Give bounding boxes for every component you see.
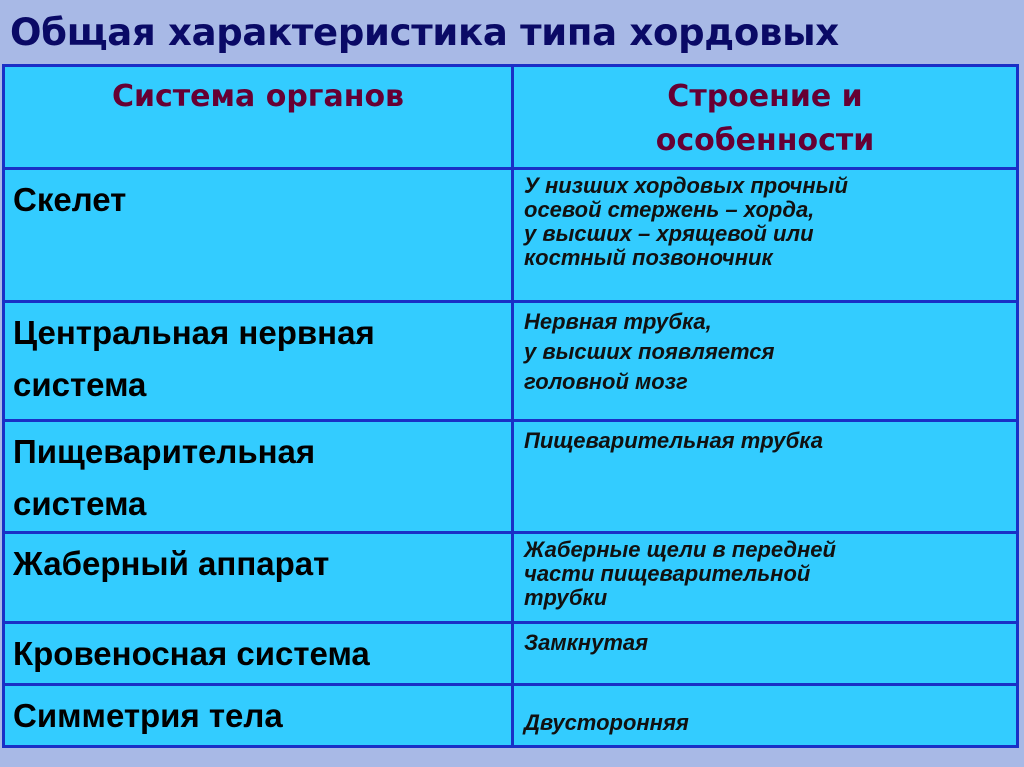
header-structure-line2: особенности [655, 123, 875, 158]
organ-cell-nervous [4, 302, 513, 420]
header-structure-line1: Строение и [667, 79, 863, 114]
desc-line: у высших появляется [524, 339, 775, 365]
desc-cell-symmetry [513, 684, 1018, 746]
header-structure [513, 66, 1018, 169]
desc-cell-circulatory [513, 622, 1018, 684]
organ-label: Пищеварительная [13, 432, 316, 470]
table-row [4, 169, 1018, 302]
organ-cell-circulatory [4, 622, 513, 684]
desc-line: Двусторонняя [524, 709, 689, 735]
organ-label: система [13, 366, 147, 404]
table-row [4, 684, 1018, 746]
desc-line: Пищеварительная трубка [524, 427, 823, 453]
desc-line: головной мозг [524, 369, 688, 395]
desc-line: у высших – хрящевой или [524, 221, 814, 247]
table-row [4, 420, 1018, 532]
organ-label: Жаберный аппарат [13, 544, 330, 582]
organ-label: система [13, 484, 147, 522]
bottom-margin [0, 750, 1024, 767]
organ-cell-symmetry [4, 684, 513, 746]
page-title: Общая характеристика типа хордовых [10, 11, 839, 54]
desc-cell-skeleton [513, 169, 1018, 302]
header-system [4, 66, 513, 169]
table-header-row [4, 66, 1018, 169]
desc-cell-gill [513, 532, 1018, 622]
organ-cell-gill [4, 532, 513, 622]
organ-label: Кровеносная система [13, 634, 370, 672]
desc-cell-digestive [513, 420, 1018, 532]
header-system-label: Система органов [111, 79, 405, 114]
organ-cell-digestive [4, 420, 513, 532]
desc-line: костный позвоночник [524, 245, 773, 271]
table-row [4, 302, 1018, 420]
table-row [4, 532, 1018, 622]
organ-cell-skeleton [4, 169, 513, 302]
desc-line: Нервная трубка, [524, 309, 712, 335]
characteristics-table [2, 64, 1019, 748]
desc-line: трубки [524, 584, 608, 610]
organ-label: Симметрия тела [13, 696, 283, 734]
desc-line: Замкнутая [524, 629, 649, 655]
desc-line: части пищеварительной [524, 560, 811, 586]
table-row [4, 622, 1018, 684]
desc-cell-nervous [513, 302, 1018, 420]
desc-line: У низших хордовых прочный [524, 173, 848, 199]
organ-label: Скелет [13, 181, 127, 219]
organ-label: Центральная нервная [13, 314, 375, 352]
desc-line: осевой стержень – хорда, [524, 197, 815, 223]
desc-line: Жаберные щели в передней [524, 536, 836, 562]
